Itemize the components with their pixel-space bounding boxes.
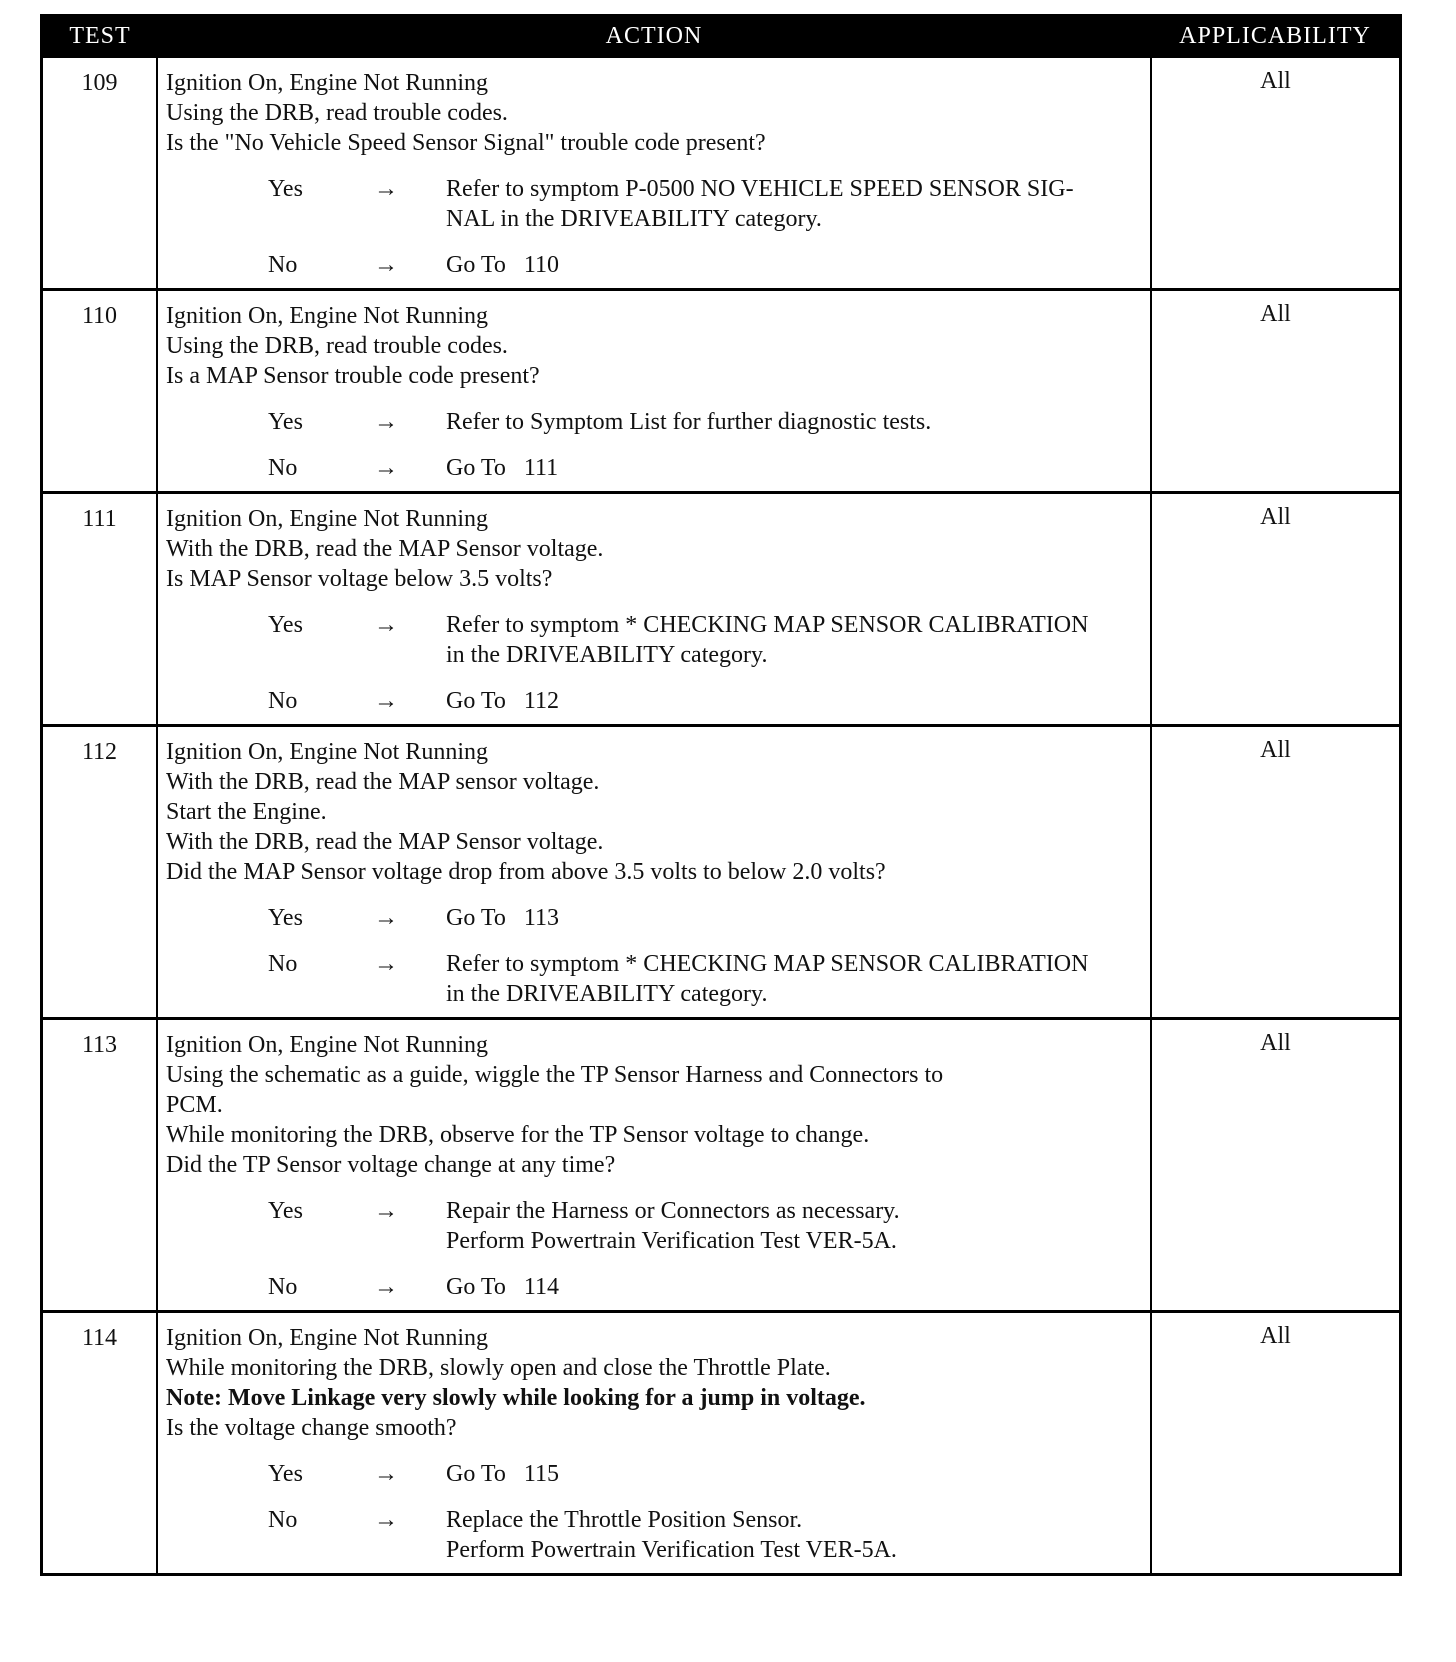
yes-response: [166, 407, 1144, 437]
yes-label: Yes: [268, 409, 303, 435]
table-row: [42, 726, 1401, 1019]
result-line: NAL in the DRIVEABILITY category.: [446, 206, 822, 232]
action-line: Start the Engine.: [166, 799, 327, 825]
result-line: in the DRIVEABILITY category.: [446, 642, 768, 668]
no-response: [166, 1505, 1144, 1565]
arrow-icon: →: [374, 252, 398, 278]
test-number: 114: [42, 1312, 158, 1575]
arrow-icon: →: [374, 409, 398, 435]
no-label: No: [268, 455, 298, 481]
yes-result: [446, 407, 1144, 437]
applicability-value: All: [1151, 1019, 1401, 1312]
test-number: 111: [42, 493, 158, 726]
applicability-value: All: [1151, 726, 1401, 1019]
yes-result: [446, 610, 1144, 670]
result-line: Refer to symptom * CHECKING MAP SENSOR CALIBRATION: [446, 951, 1089, 977]
action-cell: [157, 493, 1151, 726]
action-line: Did the TP Sensor voltage change at any time?: [166, 1152, 616, 1178]
header-test: TEST: [42, 16, 158, 57]
table-row: [42, 493, 1401, 726]
applicability-value: All: [1151, 493, 1401, 726]
action-cell: [157, 726, 1151, 1019]
applicability-value: All: [1151, 57, 1401, 290]
yes-label: Yes: [268, 176, 303, 202]
no-response: [166, 1272, 1144, 1302]
result-line: Perform Powertrain Verification Test VER-5A.: [446, 1537, 897, 1563]
arrow-icon: →: [374, 1507, 398, 1533]
no-label: No: [268, 252, 298, 278]
result-line: Go To 110: [446, 252, 559, 278]
result-line: Go To 115: [446, 1461, 559, 1487]
table-row: [42, 1019, 1401, 1312]
arrow-icon: →: [374, 951, 398, 977]
action-line: Using the DRB, read trouble codes.: [166, 333, 508, 359]
action-cell: [157, 1312, 1151, 1575]
action-note: Note: Move Linkage very slowly while looking for a jump in voltage.: [166, 1385, 866, 1411]
arrow-icon: →: [374, 455, 398, 481]
action-line: Ignition On, Engine Not Running: [166, 1325, 488, 1351]
arrow-icon: →: [374, 688, 398, 714]
no-label: No: [268, 688, 298, 714]
result-line: Go To 113: [446, 905, 559, 931]
no-result: [446, 1505, 1144, 1565]
yes-response: [166, 174, 1144, 234]
table-header-row: [42, 16, 1401, 57]
arrow-icon: →: [374, 1274, 398, 1300]
action-cell: [157, 1019, 1151, 1312]
result-line: Refer to Symptom List for further diagnostic tests.: [446, 409, 932, 435]
table-body: [42, 57, 1401, 1575]
action-line: Ignition On, Engine Not Running: [166, 70, 488, 96]
yes-response: [166, 903, 1144, 933]
arrow-icon: →: [374, 1461, 398, 1487]
action-line: Is the voltage change smooth?: [166, 1415, 457, 1441]
action-line: Is the "No Vehicle Speed Sensor Signal" trouble code present?: [166, 130, 766, 156]
no-result: [446, 949, 1144, 1009]
result-line: Repair the Harness or Connectors as necessary.: [446, 1198, 900, 1224]
action-line: With the DRB, read the MAP Sensor voltage.: [166, 536, 604, 562]
applicability-value: All: [1151, 1312, 1401, 1575]
yes-result: [446, 903, 1144, 933]
yes-response: [166, 1196, 1144, 1256]
no-response: [166, 453, 1144, 483]
test-number: 109: [42, 57, 158, 290]
no-result: [446, 453, 1144, 483]
yes-response: [166, 1459, 1144, 1489]
action-line: Ignition On, Engine Not Running: [166, 506, 488, 532]
no-response: [166, 250, 1144, 280]
table-row: [42, 57, 1401, 290]
no-result: [446, 1272, 1144, 1302]
no-label: No: [268, 951, 298, 977]
header-applicability: APPLICABILITY: [1151, 16, 1401, 57]
arrow-icon: →: [374, 1198, 398, 1224]
no-result: [446, 686, 1144, 716]
result-line: Perform Powertrain Verification Test VER-5A.: [446, 1228, 897, 1254]
action-line: Is MAP Sensor voltage below 3.5 volts?: [166, 566, 553, 592]
action-line: While monitoring the DRB, observe for the TP Sensor voltage to change.: [166, 1122, 870, 1148]
action-line: PCM.: [166, 1092, 223, 1118]
yes-response: [166, 610, 1144, 670]
no-response: [166, 686, 1144, 716]
no-label: No: [268, 1507, 298, 1533]
result-line: Go To 111: [446, 455, 559, 481]
action-line: Ignition On, Engine Not Running: [166, 303, 488, 329]
arrow-icon: →: [374, 612, 398, 638]
no-label: No: [268, 1274, 298, 1300]
applicability-value: All: [1151, 290, 1401, 493]
action-line: Using the DRB, read trouble codes.: [166, 100, 508, 126]
action-cell: [157, 290, 1151, 493]
yes-label: Yes: [268, 905, 303, 931]
table-row: [42, 1312, 1401, 1575]
yes-label: Yes: [268, 612, 303, 638]
yes-label: Yes: [268, 1198, 303, 1224]
action-line: With the DRB, read the MAP Sensor voltage.: [166, 829, 604, 855]
action-line: Did the MAP Sensor voltage drop from above 3.5 volts to below 2.0 volts?: [166, 859, 886, 885]
arrow-icon: →: [374, 176, 398, 202]
no-result: [446, 250, 1144, 280]
result-line: Go To 112: [446, 688, 559, 714]
result-line: Go To 114: [446, 1274, 559, 1300]
yes-label: Yes: [268, 1461, 303, 1487]
diagnostic-test-table: [40, 14, 1402, 1576]
yes-result: [446, 1196, 1144, 1256]
action-line: Ignition On, Engine Not Running: [166, 1032, 488, 1058]
table-row: [42, 290, 1401, 493]
action-line: While monitoring the DRB, slowly open and close the Throttle Plate.: [166, 1355, 831, 1381]
result-line: in the DRIVEABILITY category.: [446, 981, 768, 1007]
yes-result: [446, 1459, 1144, 1489]
action-line: With the DRB, read the MAP sensor voltage.: [166, 769, 600, 795]
action-line: Is a MAP Sensor trouble code present?: [166, 363, 540, 389]
header-action: ACTION: [157, 16, 1151, 57]
result-line: Refer to symptom * CHECKING MAP SENSOR CALIBRATION: [446, 612, 1089, 638]
action-line: Using the schematic as a guide, wiggle the TP Sensor Harness and Connectors to: [166, 1062, 944, 1088]
result-line: Replace the Throttle Position Sensor.: [446, 1507, 803, 1533]
arrow-icon: →: [374, 905, 398, 931]
test-number: 113: [42, 1019, 158, 1312]
action-cell: [157, 57, 1151, 290]
no-response: [166, 949, 1144, 1009]
test-number: 112: [42, 726, 158, 1019]
result-line: Refer to symptom P-0500 NO VEHICLE SPEED SENSOR SIG-: [446, 176, 1074, 202]
action-line: Ignition On, Engine Not Running: [166, 739, 488, 765]
yes-result: [446, 174, 1144, 234]
test-number: 110: [42, 290, 158, 493]
